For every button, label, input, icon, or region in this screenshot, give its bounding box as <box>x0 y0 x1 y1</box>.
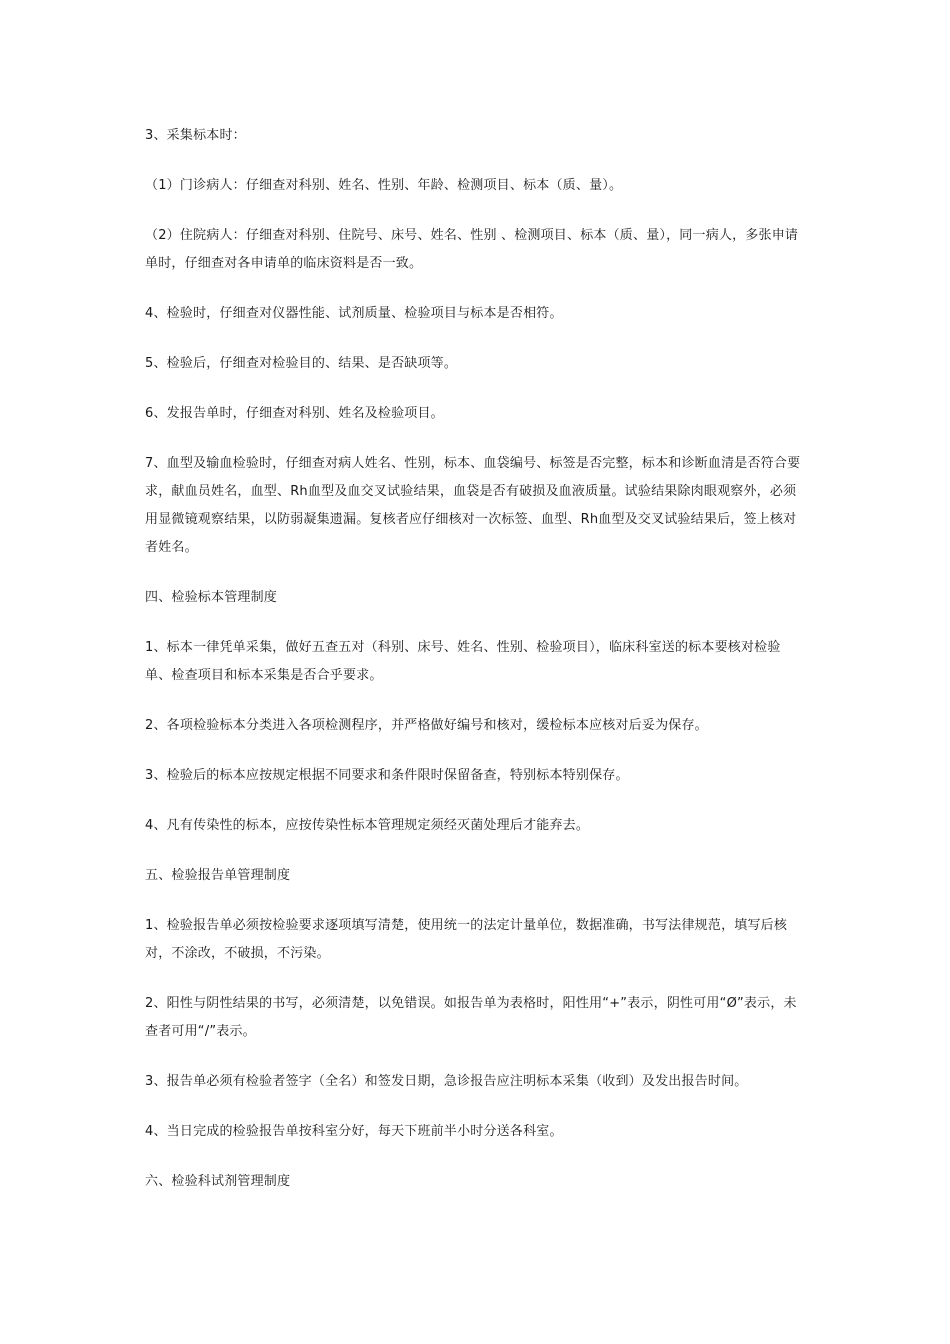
paragraph-specimen-rule-3: 3、检验后的标本应按规定根据不同要求和条件限时保留备查，特别标本特别保存。 <box>145 768 629 783</box>
paragraph-blood-type: 7、血型及输血检验时，仔细查对病人姓名、性别，标本、血袋编号、标签是否完整，标本和诊断血清是否符合要求，献血员姓名，血型、Rh血型及血交叉试验结果，血袋是否有破损及血液质量。试验结果除肉眼观察外，必须用显微镜观察结果，以防弱凝集遗漏。复核者应仔细核对一次标签、血型、Rh血型及交叉试验结果后，签上核对者姓名。 <box>145 456 801 555</box>
paragraph-report-rule-1: 1、检验报告单必须按检验要求逐项填写清楚，使用统一的法定计量单位，数据准确，书写法律规范，填写后核对，不涂改，不破损，不污染。 <box>145 918 788 961</box>
paragraph-specimen-rule-4: 4、凡有传染性的标本，应按传染性标本管理规定须经灭菌处理后才能弃去。 <box>145 818 590 833</box>
paragraph-report-rule-2: 2、阳性与阴性结果的书写，必须清楚，以免错误。如报告单为表格时，阳性用“+”表示，阴性可用“Ø”表示，未查者可用“/”表示。 <box>145 996 797 1039</box>
paragraph-after-test: 5、检验后，仔细查对检验目的、结果、是否缺项等。 <box>145 356 458 371</box>
section-heading-specimen-management: 四、检验标本管理制度 <box>145 590 278 605</box>
section-heading-report-management: 五、检验报告单管理制度 <box>145 868 291 883</box>
paragraph-report-rule-4: 4、当日完成的检验报告单按科室分好，每天下班前半小时分送各科室。 <box>145 1124 563 1139</box>
paragraph-outpatient: （1）门诊病人：仔细查对科别、姓名、性别、年龄、检测项目、标本（质、量）。 <box>145 178 623 193</box>
paragraph-issue-report: 6、发报告单时，仔细查对科别、姓名及检验项目。 <box>145 406 444 421</box>
paragraph-collect-specimen: 3、采集标本时： <box>145 128 246 143</box>
paragraph-specimen-rule-2: 2、各项检验标本分类进入各项检测程序，并严格做好编号和核对，缓检标本应核对后妥为保存。 <box>145 718 708 733</box>
paragraph-report-rule-3: 3、报告单必须有检验者签字（全名）和签发日期，急诊报告应注明标本采集（收到）及发出报告时间。 <box>145 1074 748 1089</box>
paragraph-specimen-rule-1: 1、标本一律凭单采集，做好五查五对（科别、床号、姓名、性别、检验项目），临床科室送的标本要核对检验单、检查项目和标本采集是否合乎要求。 <box>145 640 781 683</box>
paragraph-during-test: 4、检验时，仔细查对仪器性能、试剂质量、检验项目与标本是否相符。 <box>145 306 563 321</box>
document-body <box>145 122 805 1218</box>
paragraph-inpatient: （2）住院病人：仔细查对科别、住院号、床号、姓名、性别 、检测项目、标本（质、量），同一病人，多张申请单时，仔细查对各申请单的临床资料是否一致。 <box>145 228 799 271</box>
section-heading-reagent-management: 六、检验科试剂管理制度 <box>145 1174 291 1189</box>
